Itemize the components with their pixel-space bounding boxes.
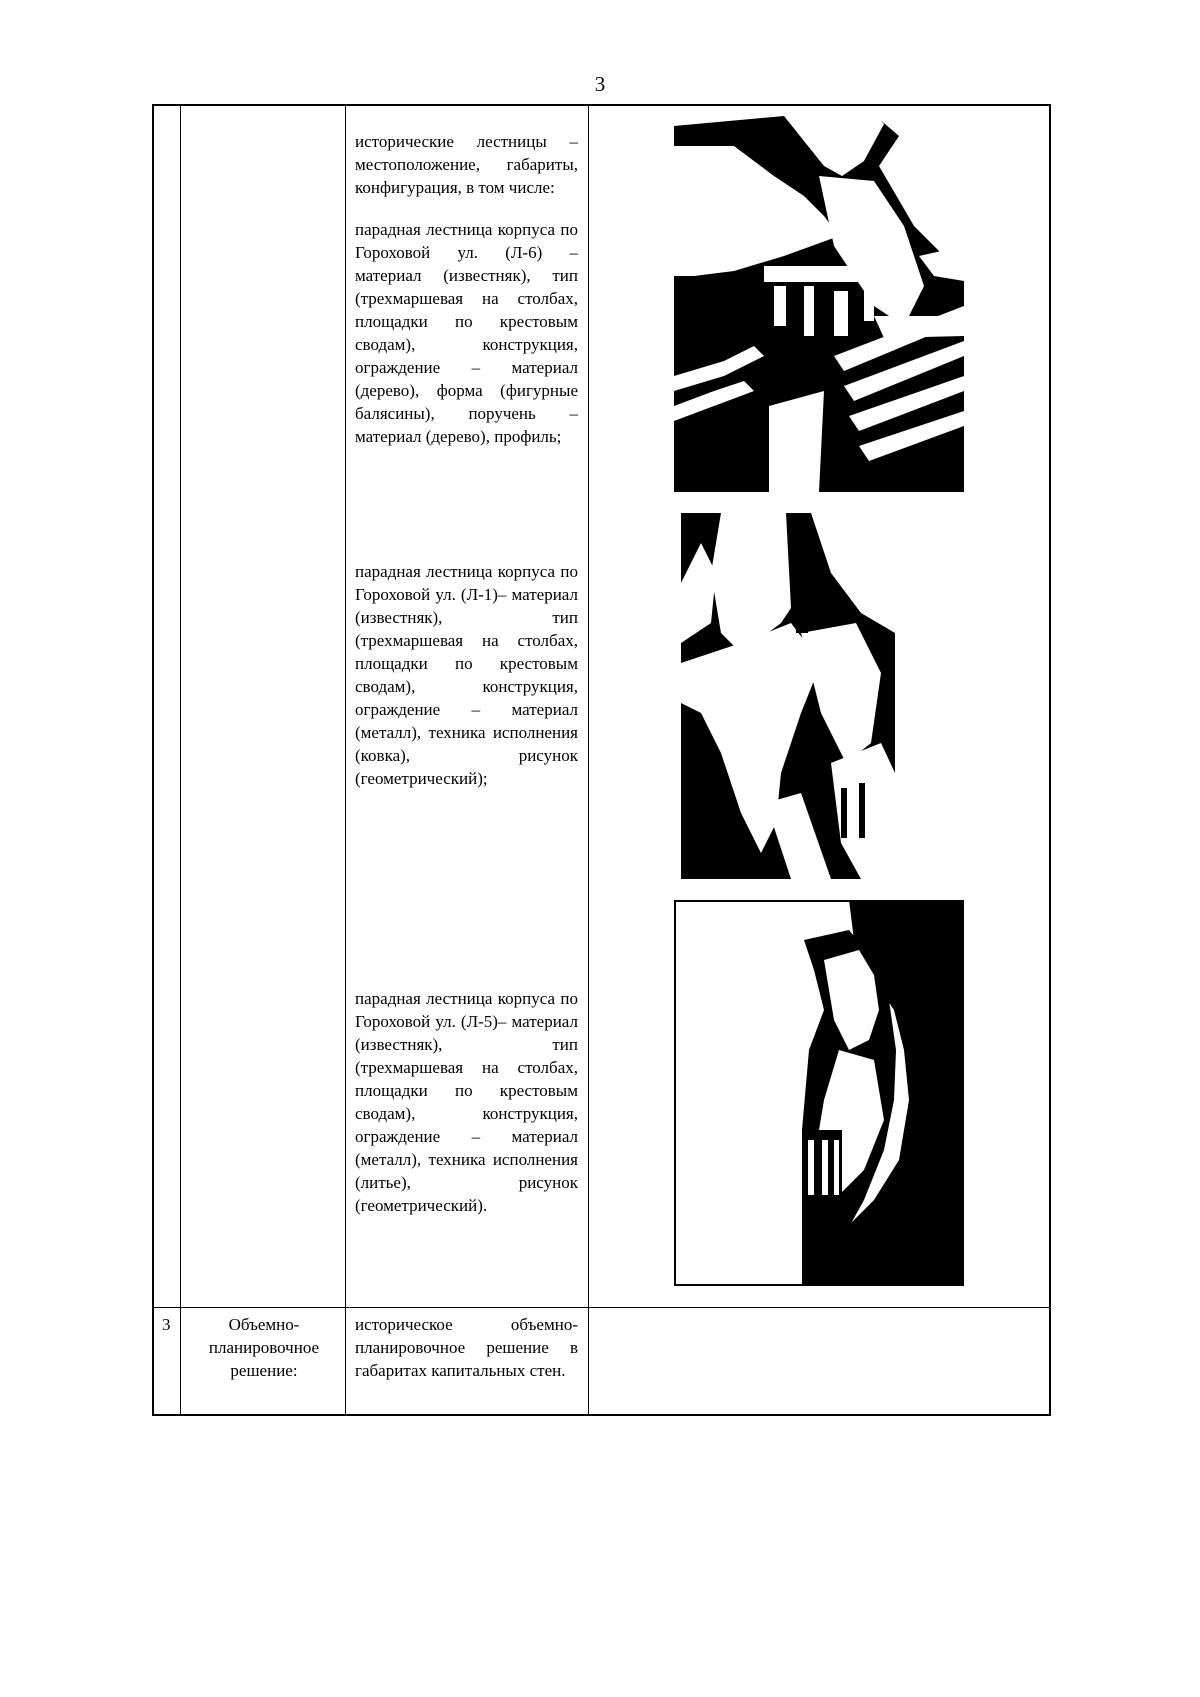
row-divider bbox=[152, 1307, 1051, 1308]
description-staircase-l5: парадная лестница корпуса по Гороховой ул. (Л-5)– материал (известняк), тип (трехмаршевая на столбах, площадки по крестовым сводам), конструкция, ограждение – материал (металл), техника исполнения (литье), рисунок (геометрический). bbox=[355, 989, 578, 1215]
column-divider bbox=[345, 104, 346, 1416]
description-volume-planning: историческое объемно-планировочное решение в габаритах капитальных стен. bbox=[355, 1315, 578, 1380]
staircase-l5-photo bbox=[674, 900, 964, 1286]
column-divider bbox=[180, 104, 181, 1416]
description-staircase-l6: парадная лестница корпуса по Гороховой ул. (Л-6) – материал (известняк), тип (трехмаршевая на столбах, площадки по крестовым сводам), конструкция, ограждение – материал (дерево), форма (фигурные балясины), поручень – материал (дерево), профиль; bbox=[355, 220, 578, 446]
row-number: 3 bbox=[162, 1315, 171, 1334]
table-border-bottom bbox=[152, 1414, 1051, 1416]
table-border-right bbox=[1049, 104, 1051, 1416]
page-number: 3 bbox=[594, 72, 606, 96]
column-divider bbox=[588, 104, 589, 1416]
staircase-l6-photo bbox=[674, 106, 964, 492]
row-category: Объемно-планировочное решение: bbox=[208, 1315, 320, 1380]
staircase-l1-photo bbox=[681, 513, 895, 879]
description-intro: исторические лестницы – местоположение, габариты, конфигурация, в том числе: bbox=[355, 132, 578, 197]
description-staircase-l1: парадная лестница корпуса по Гороховой ул. (Л-1)– материал (известняк), тип (трехмаршевая на столбах, площадки по крестовым сводам), конструкция, ограждение – материал (металл), техника исполнения (ковка), рисунок (геометрический); bbox=[355, 562, 578, 788]
table-border-left bbox=[152, 104, 154, 1416]
